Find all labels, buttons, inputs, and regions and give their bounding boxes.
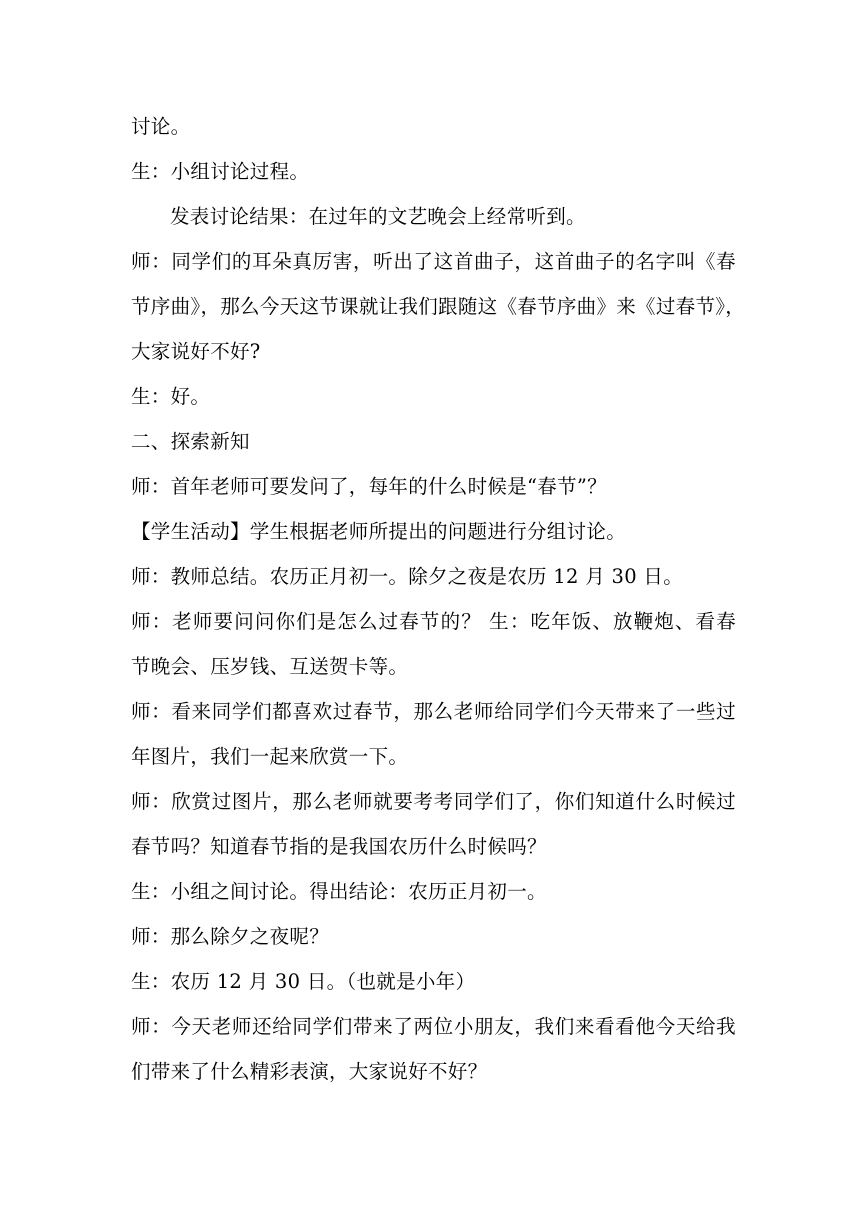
text-line: 师：欣赏过图片，那么老师就要考考同学们了，你们知道什么时候过: [131, 790, 736, 813]
text-line: 生：小组之间讨论。得出结论：农历正月初一。: [131, 880, 547, 903]
text-line: 师：同学们的耳朵真厉害，听出了这首曲子，这首曲子的名字叫《春: [131, 250, 736, 273]
text-line: 师：看来同学们都喜欢过春节，那么老师给同学们今天带来了一些过: [131, 700, 736, 723]
text-line: 生：好。: [131, 385, 211, 408]
text-line: 生：小组讨论过程。: [131, 160, 310, 183]
text-line: 师：教师总结。农历正月初一。除夕之夜是农历 12 月 30 日。: [131, 565, 684, 588]
section-heading: 二、探索新知: [131, 430, 250, 453]
text-line: 节晚会、压岁钱、互送贺卡等。: [131, 655, 409, 678]
text-line: 师：那么除夕之夜呢？: [131, 925, 330, 948]
text-line: 节序曲》，那么今天这节课就让我们跟随这《春节序曲》来《过春节》，: [131, 295, 746, 318]
text-line: 讨论。: [131, 115, 191, 138]
text-line: 【学生活动】学生根据老师所提出的问题进行分组讨论。: [131, 520, 627, 543]
text-line: 师：今天老师还给同学们带来了两位小朋友，我们来看看他今天给我: [131, 1015, 736, 1038]
text-line: 春节吗？知道春节指的是我国农历什么时候吗？: [131, 835, 547, 858]
text-line: 们带来了什么精彩表演，大家说好不好？: [131, 1060, 488, 1083]
text-line: 师：首年老师可要发问了，每年的什么时候是“春节”？: [131, 475, 607, 498]
text-line: 师：老师要问问你们是怎么过春节的？ 生：吃年饭、放鞭炮、看春: [131, 610, 736, 633]
text-line: 年图片，我们一起来欣赏一下。: [131, 745, 409, 768]
text-line: 生：农历 12 月 30 日。（也就是小年）: [131, 970, 476, 993]
text-line: 发表讨论结果：在过年的文艺晚会上经常听到。: [170, 205, 586, 228]
text-line: 大家说好不好?: [131, 340, 261, 363]
